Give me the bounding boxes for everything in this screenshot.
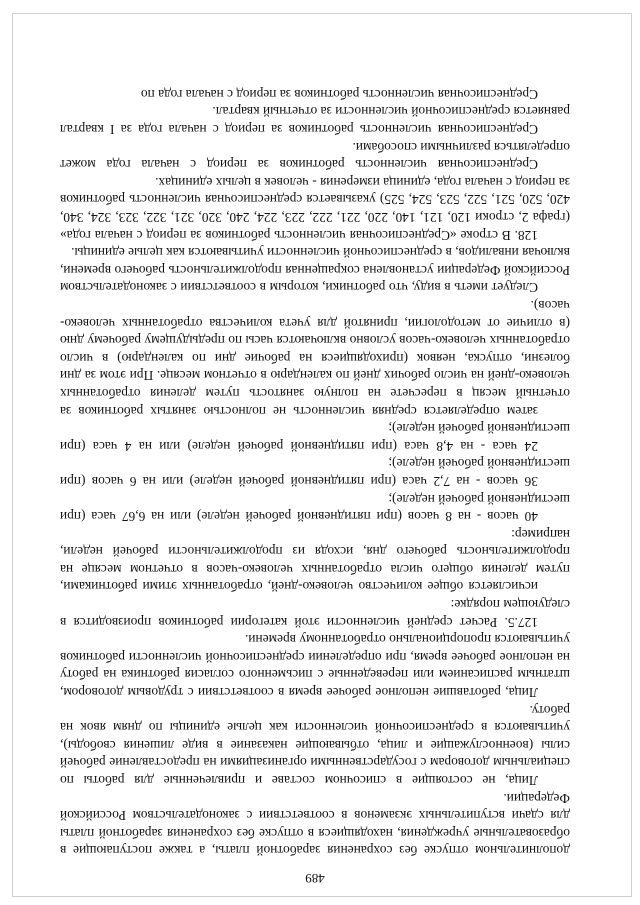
paragraph: Лица, работавшие неполное рабочее время в соответствии с трудовым договором, штатным расписанием или переведенные с письменного согласия работника на работу на неполное рабочее время, при определении среднесписочной численности работников учитываются пропорционально отработанному времени. xyxy=(60,632,570,701)
paragraph: 128. В строке «Среднесписочная численность работников за период с начала года» (графа 2, строки 120, 121, 140, 220, 221, 222, 223, 224, 240, 320, 321, 322, 323, 324, 340, 420, 520, 521, 522, 523, 524, 525) указывается среднесписочная численность работников за период с начала года, единица измерения - человек в целых единицах. xyxy=(60,174,570,243)
paragraph: дополнительном отпуске без сохранения заработной платы, а также поступающие в образовательные учреждения, находящиеся в отпуске без сохранения заработной платы для сдачи вступительных экзаменов в соответствии с законодательством Российской Федерации. xyxy=(60,790,570,859)
paragraph: Следует иметь в виду, что работники, которым в соответствии с законодательством Российской Федерации установлена сокращенная продолжительность рабочего времени, включая инвалидов, в среднесписочной численности учитываются как целые единицы. xyxy=(60,245,570,296)
paragraph: 36 часов - на 7,2 часа (при пятидневной рабочей неделе) или на 6 часов (при шестидневной рабочей неделе); xyxy=(60,456,570,489)
paragraph: 24 часа - на 4,8 часа (при пятидневной рабочей неделе) или на 4 часа (при шестидневной рабочей неделе); xyxy=(60,421,570,454)
paragraph: Среднесписочная численность работников за период с начала года по xyxy=(140,86,538,102)
paragraph: исчисляется общее количество человеко-дней, отработанных этими работниками, путем деления общего числа отработанных человеко-часов в отчетном месяце на продолжительность рабочего дня, исходя из продолжительности рабочей недели, например: xyxy=(60,526,570,595)
paragraph: Среднесписочная численность работников за период с начала года может определяться различными способами. xyxy=(60,139,570,173)
paragraph: Лица, не состоящие в списочном составе и привлеченные для работы по специальным договорам с государственными организациями на предоставление рабочей силы (военнослужащие и лица, отбывающие наказание в виде лишения свободы), учитываются в среднесписочной численности как целые единицы по дням явок на работу. xyxy=(60,702,570,789)
page-number: 489 xyxy=(305,871,325,886)
paragraph: 127.5. Расчет средней численности этой категории работников производится в следующем порядке: xyxy=(60,597,570,630)
paragraph: затем определяется средняя численность не полностью занятых работников за отчетный месяц в пересчете на полную занятость путем деления отработанных человеко-дней на число рабочих дней по календарю в отчетном месяце. При этом за дни болезни, отпуска, неявок (приходящиеся на рабочие дни по календарю) в число отработанных человеко-часов условно включаются часы по предыдущему рабочему дню (в отличие от методологии, принятой для учета количества отработанных человеко-часов). xyxy=(60,298,570,419)
paragraph: 40 часов - на 8 часов (при пятидневной рабочей неделе) или на 6,67 часа (при шестидневной рабочей неделе); xyxy=(60,491,570,525)
paragraph: Среднесписочная численность работников за период с начала года за I квартал равняется среднесписочной численности за отчетный квартал. xyxy=(60,104,570,138)
page-content xyxy=(60,85,570,887)
